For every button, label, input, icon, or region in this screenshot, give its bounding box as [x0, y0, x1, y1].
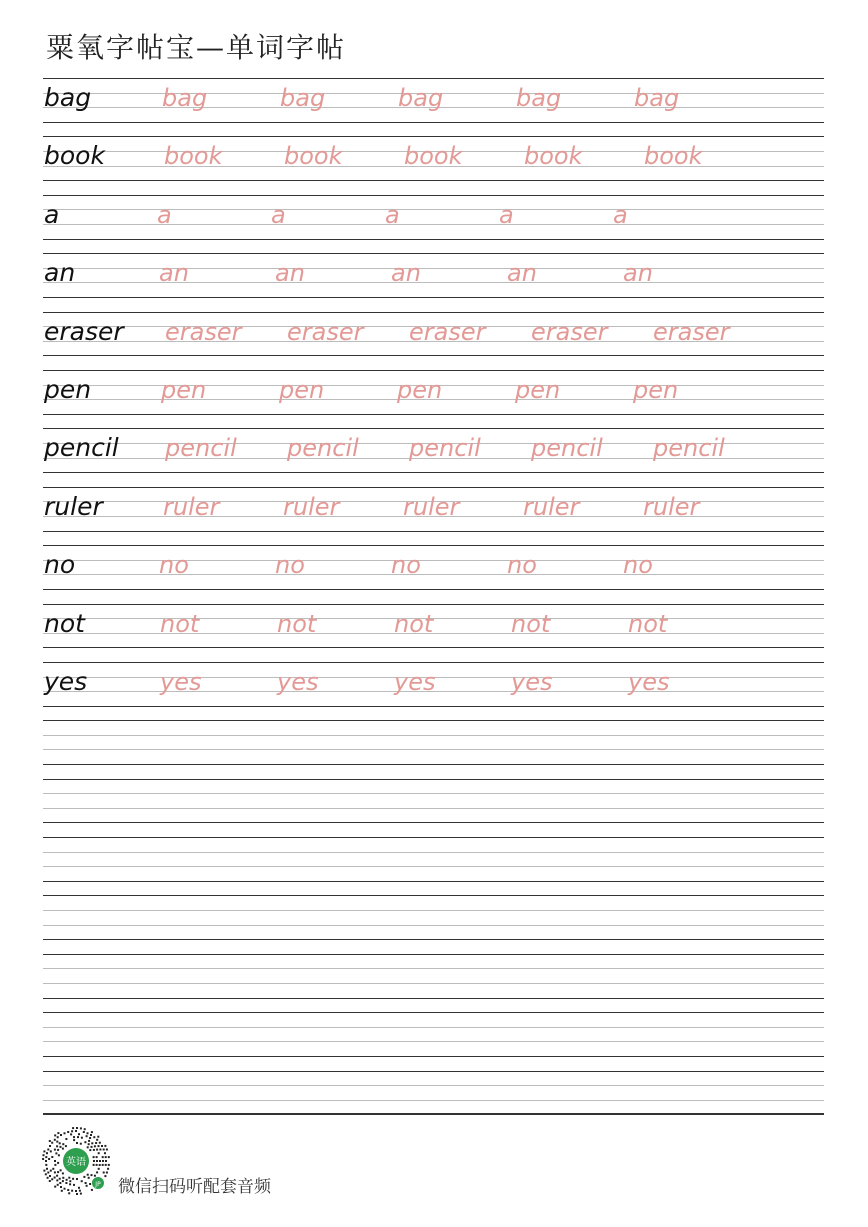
practice-row — [43, 720, 824, 778]
trace-word: book — [644, 142, 703, 171]
trace-word: not — [511, 609, 551, 638]
practice-row — [43, 136, 824, 194]
trace-word: not — [628, 609, 668, 638]
practice-row — [43, 954, 824, 1012]
trace-word: pen — [279, 375, 325, 404]
guide-line — [43, 604, 824, 605]
bottom-rule — [43, 1113, 824, 1114]
guide-line — [43, 720, 824, 721]
guide-line — [43, 837, 824, 838]
guide-line — [43, 866, 824, 867]
page-title: 粟氧字帖宝—单词字帖 — [46, 31, 347, 64]
trace-word: no — [507, 551, 537, 580]
trace-word: a — [385, 200, 400, 229]
trace-word: an — [159, 259, 189, 288]
guide-line — [43, 1012, 824, 1013]
trace-word: yes — [394, 667, 436, 696]
model-word: yes — [44, 666, 88, 696]
trace-word: book — [524, 142, 583, 171]
trace-word: yes — [160, 667, 202, 696]
trace-word: eraser — [165, 317, 242, 346]
trace-word: pencil — [409, 434, 481, 463]
guide-line — [43, 662, 824, 663]
guide-line — [43, 78, 824, 79]
guide-line — [43, 195, 824, 196]
trace-word: a — [157, 200, 172, 229]
trace-word: a — [271, 200, 286, 229]
trace-word: bag — [162, 84, 208, 112]
guide-line — [43, 297, 824, 298]
guide-line — [43, 1027, 824, 1028]
trace-word: ruler — [643, 492, 700, 521]
guide-line — [43, 983, 824, 984]
trace-word: ruler — [403, 492, 460, 521]
trace-word: yes — [277, 667, 319, 696]
trace-word: not — [277, 609, 317, 638]
guide-line — [43, 852, 824, 853]
guide-line — [43, 749, 824, 750]
guide-line — [43, 355, 824, 356]
guide-line — [43, 1041, 824, 1042]
guide-line — [43, 1100, 824, 1101]
model-word: bag — [44, 83, 92, 112]
guide-line — [43, 1056, 824, 1057]
guide-line — [43, 968, 824, 969]
guide-line — [43, 735, 824, 736]
guide-line — [43, 1071, 824, 1072]
guide-line — [43, 414, 824, 415]
guide-line — [43, 939, 824, 940]
guide-line — [43, 779, 824, 780]
trace-word: yes — [511, 667, 553, 696]
guide-line — [43, 647, 824, 648]
footer — [40, 1125, 340, 1201]
model-word: pen — [44, 374, 92, 404]
trace-word: pen — [515, 375, 561, 404]
model-word: a — [44, 199, 60, 229]
guide-line — [43, 487, 824, 488]
qr-code-icon[interactable] — [40, 1125, 112, 1197]
guide-line — [43, 1085, 824, 1086]
practice-row — [43, 662, 824, 720]
trace-word: ruler — [523, 492, 580, 521]
model-word: pencil — [44, 433, 119, 463]
practice-row — [43, 428, 824, 486]
practice-row — [43, 837, 824, 895]
guide-line — [43, 545, 824, 546]
practice-sheet — [43, 78, 824, 1129]
practice-row — [43, 195, 824, 253]
guide-line — [43, 706, 824, 707]
model-word: book — [44, 141, 105, 171]
guide-line — [43, 998, 824, 999]
trace-word: pencil — [531, 434, 603, 463]
trace-word: pencil — [653, 434, 725, 463]
practice-row — [43, 895, 824, 953]
trace-word: no — [391, 551, 421, 580]
qr-corner-label: JP — [95, 1181, 101, 1188]
practice-row — [43, 604, 824, 662]
footer-instruction: 微信扫码听配套音频 — [118, 1177, 271, 1197]
practice-row — [43, 1071, 824, 1129]
trace-word: no — [159, 551, 189, 580]
trace-word: an — [623, 259, 653, 288]
trace-word: an — [275, 259, 305, 288]
trace-word: not — [160, 609, 200, 638]
trace-word: pen — [633, 375, 679, 404]
trace-word: an — [507, 259, 537, 288]
trace-word: pen — [397, 375, 443, 404]
trace-word: yes — [628, 667, 670, 696]
guide-line — [43, 954, 824, 955]
trace-word: bag — [398, 84, 444, 112]
guide-line — [43, 136, 824, 137]
practice-row — [43, 779, 824, 837]
guide-line — [43, 472, 824, 473]
practice-row — [43, 253, 824, 311]
trace-word: bag — [516, 84, 562, 112]
model-word: ruler — [44, 491, 103, 521]
guide-line — [43, 910, 824, 911]
model-word: eraser — [44, 316, 124, 346]
trace-word: ruler — [163, 492, 220, 521]
model-word: no — [44, 550, 76, 580]
trace-word: pen — [161, 375, 207, 404]
guide-line — [43, 1114, 824, 1115]
practice-row — [43, 487, 824, 545]
trace-word: bag — [634, 84, 680, 112]
guide-line — [43, 531, 824, 532]
trace-word: no — [275, 551, 305, 580]
practice-row — [43, 312, 824, 370]
guide-line — [43, 122, 824, 123]
trace-word: ruler — [283, 492, 340, 521]
guide-line — [43, 589, 824, 590]
trace-word: bag — [280, 84, 326, 112]
guide-line — [43, 808, 824, 809]
guide-line — [43, 925, 824, 926]
guide-line — [43, 822, 824, 823]
model-word: an — [44, 258, 76, 288]
trace-word: eraser — [653, 317, 730, 346]
model-word: not — [44, 608, 85, 638]
trace-word: eraser — [409, 317, 486, 346]
trace-word: book — [284, 142, 343, 171]
practice-row — [43, 78, 824, 136]
trace-word: eraser — [287, 317, 364, 346]
guide-line — [43, 764, 824, 765]
trace-word: no — [623, 551, 653, 580]
guide-line — [43, 895, 824, 896]
trace-word: book — [164, 142, 223, 171]
guide-line — [43, 881, 824, 882]
trace-word: a — [613, 200, 628, 229]
practice-row — [43, 545, 824, 603]
guide-line — [43, 312, 824, 313]
trace-word: pencil — [165, 434, 237, 463]
qr-badge-label: 英语 — [66, 1157, 86, 1168]
guide-line — [43, 370, 824, 371]
trace-word: a — [499, 200, 514, 229]
guide-line — [43, 239, 824, 240]
trace-word: not — [394, 609, 434, 638]
trace-word: an — [391, 259, 421, 288]
guide-line — [43, 793, 824, 794]
guide-line — [43, 428, 824, 429]
trace-word: pencil — [287, 434, 359, 463]
guide-line — [43, 253, 824, 254]
practice-row — [43, 1012, 824, 1070]
guide-line — [43, 180, 824, 181]
trace-word: book — [404, 142, 463, 171]
practice-row — [43, 370, 824, 428]
trace-word: eraser — [531, 317, 608, 346]
